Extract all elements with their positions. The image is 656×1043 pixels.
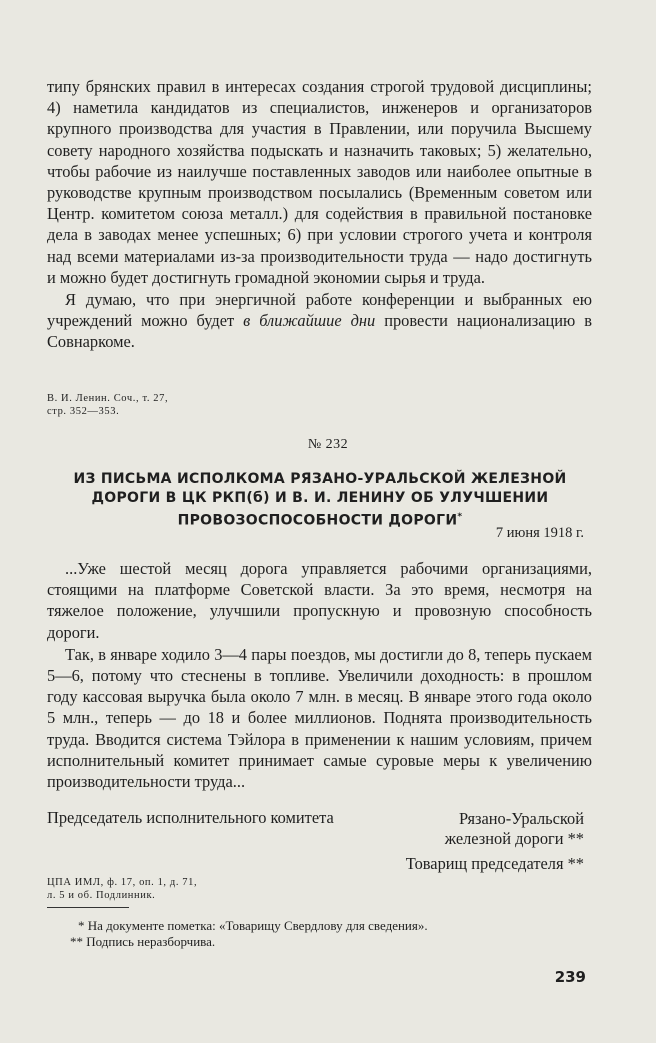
heading-line-2: ДОРОГИ В ЦК РКП(б) И В. И. ЛЕНИНУ ОБ УЛУЧШЕНИИ <box>91 490 549 506</box>
top-paragraph: типу брянских правил в интересах создания строгой трудовой дисциплины; 4) наметила кандидатов из специалистов, инженеров и организаторов крупного производства для участия в Правлении, или поручила Высшему совету народного хозяйства подыскать и назначить таковых; 5) желательно, чтобы рабочие из наилучше поставленных заводов или наиболее опытные в руководстве крупным производством посылались (Временным советом или Центр. комитетом союза металл.) для содействия в правильной постановке дела в заводах менее успешных; 6) при условии строгого учета и контроля над всеми материалами из-за производительности труда — надо достигнуть и можно будет достигнуть громадной экономии сырья и труда. <box>47 77 592 287</box>
heading-line-3: ПРОВОЗОСПОСОБНОСТИ ДОРОГИ <box>177 512 458 529</box>
signature-left: Председатель исполнительного комитета <box>47 808 334 827</box>
source-citation-lenin <box>47 392 168 418</box>
archive-line-1: ЦПА ИМЛ, ф. 17, оп. 1, д. 71, <box>47 877 198 888</box>
letter-text <box>47 558 592 792</box>
source-line-1: В. И. Ленин. Соч., т. 27, <box>47 393 169 404</box>
letter-paragraph: Так, в январе ходило 3—4 пары поездов, мы достигли до 8, теперь пускаем 5—6, потому что стеснены в топливе. Увеличили доходность: в прошлом году кассовая выручка была около 7 млн. в месяц. В январе этого года около 5 млн., теперь — до 18 и более миллионов. Поднята производительность труда. Вводится система Тэйлора в применении к нашим условиям, причем исполнительный комитет принимает самые суровые меры к увеличению производительности труда... <box>47 644 592 792</box>
source-line-2: стр. 352—353. <box>47 406 120 417</box>
footnote: ** Подпись неразборчива. <box>70 934 216 949</box>
document-number: № 232 <box>307 437 349 452</box>
continued-text <box>47 76 592 353</box>
heading-footnote-marker: * <box>457 512 463 522</box>
document-heading <box>60 470 580 531</box>
closing-text-after: провести национализацию в Совнаркоме. <box>47 311 593 352</box>
heading-line-1: ИЗ ПИСЬМА ИСПОЛКОМА РЯЗАНО-УРАЛЬСКОЙ ЖЕЛЕЗНОЙ <box>73 471 567 487</box>
footnote: * На документе пометка: «Товарищу Свердлову для сведения». <box>78 918 428 933</box>
closing-paragraph <box>47 289 592 353</box>
page-number: 239 <box>554 968 586 986</box>
signature-line-2: железной дороги ** <box>444 829 584 848</box>
closing-text-before: Я думаю, что при энергичной работе конференции и выбранных ею учреждений можно будет <box>47 290 592 331</box>
signature-line-3: Товарищ председателя ** <box>405 854 584 873</box>
document-date: 7 июня 1918 г. <box>495 525 584 541</box>
signature-right: Рязано-Уральской <box>458 809 584 828</box>
archive-line-2: л. 5 и об. Подлинник. <box>47 890 156 901</box>
closing-text-emphasis: в ближайшие дни <box>243 311 376 331</box>
letter-paragraph: ...Уже шестой месяц дорога управляется рабочими организациями, стоящими на платформе Советской власти. За это время, несмотря на тяжелое положение, улучшили пропускную и провозную способность дороги. <box>47 559 592 642</box>
footnote-divider <box>47 907 129 908</box>
source-citation-archive <box>47 876 197 902</box>
